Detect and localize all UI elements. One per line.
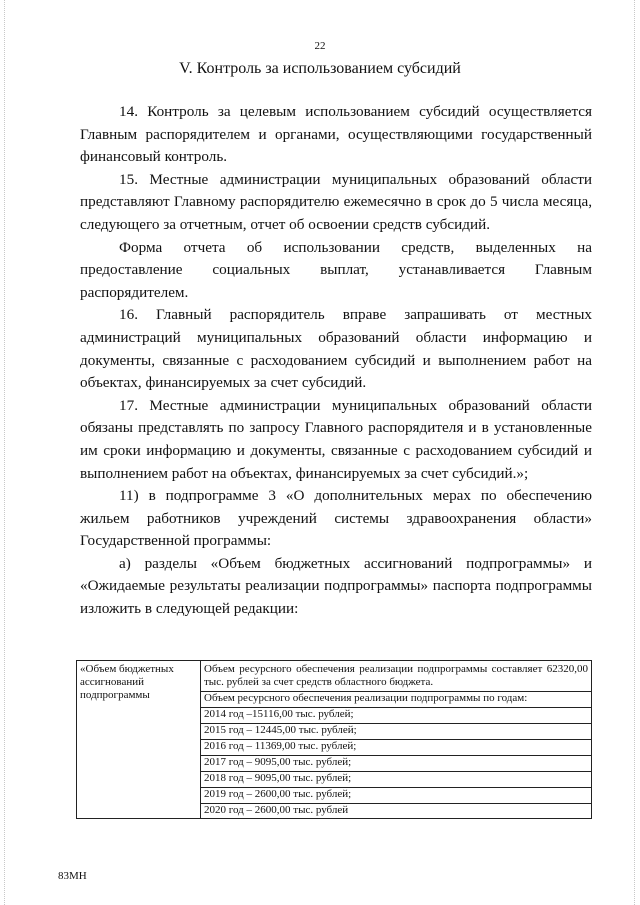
year-line: 2019 год – 2600,00 тыс. рублей; bbox=[204, 788, 352, 800]
table-row bbox=[77, 661, 592, 819]
body-text bbox=[80, 101, 592, 621]
year-line: 2016 год – 11369,00 тыс. рублей; bbox=[204, 740, 357, 752]
year-line: 2014 год –15116,00 тыс. рублей; bbox=[204, 708, 354, 720]
paragraph-17: 17. Местные администрации муниципальных образований области обязаны представлять по запросу Главного распорядителя и в установленные им сроки информацию и документы, связанные с расходованием субсидий и выполнением работ на объектах, финансируемых за счет субсидий.»; bbox=[80, 396, 592, 482]
table-value-cell bbox=[201, 661, 592, 819]
year-line: 2020 год – 2600,00 тыс. рублей bbox=[204, 804, 349, 816]
paragraph-15: 15. Местные администрации муниципальных образований области представляют Главному распорядителю ежемесячно в срок до 5 числа месяца, следующего за отчетным, отчет об освоении средств субсидий. bbox=[80, 170, 592, 233]
paragraph-item-11: 11) в подпрограмме 3 «О дополнительных мерах по обеспечению жильем работников учреждений системы здравоохранения области» Государственной программы: bbox=[80, 487, 592, 550]
year-line: 2018 год – 9095,00 тыс. рублей; bbox=[204, 772, 352, 784]
table-years-intro: Объем ресурсного обеспечения реализации подпрограммы по годам: bbox=[204, 692, 528, 704]
passport-table bbox=[76, 660, 592, 819]
table-label-cell: «Объем бюджетных ассигнований подпрограммы bbox=[77, 661, 201, 819]
paragraph-16: 16. Главный распорядитель вправе запрашивать от местных администраций муниципальных образований области информацию и документы, связанные с расходованием субсидий и выполнением работ на объектах, финансируемых за счет субсидий. bbox=[80, 306, 592, 392]
year-line: 2017 год – 9095,00 тыс. рублей; bbox=[204, 756, 352, 768]
paragraph-14: 14. Контроль за целевым использованием субсидий осуществляется Главным распорядителем и органами, осуществляющими государственный финансовый контроль. bbox=[80, 103, 592, 166]
scan-edge-left bbox=[4, 0, 6, 905]
table-summary: Объем ресурсного обеспечения реализации подпрограммы составляет 62320,00 тыс. рублей за счет средств областного бюджета. bbox=[204, 663, 588, 688]
scan-edge-right bbox=[634, 0, 636, 905]
year-line: 2015 год – 12445,00 тыс. рублей; bbox=[204, 724, 357, 736]
document-code: 83МН bbox=[58, 870, 87, 882]
section-title: V. Контроль за использованием субсидий bbox=[179, 60, 461, 77]
paragraph-item-a: а) разделы «Объем бюджетных ассигнований подпрограммы» и «Ожидаемые результаты реализации подпрограммы» паспорта подпрограммы изложить в следующей редакции: bbox=[80, 554, 592, 618]
page-number: 22 bbox=[314, 40, 326, 52]
paragraph-report-form: Форма отчета об использовании средств, выделенных на предоставление социальных выплат, устанавливается Главным распорядителем. bbox=[80, 238, 592, 301]
